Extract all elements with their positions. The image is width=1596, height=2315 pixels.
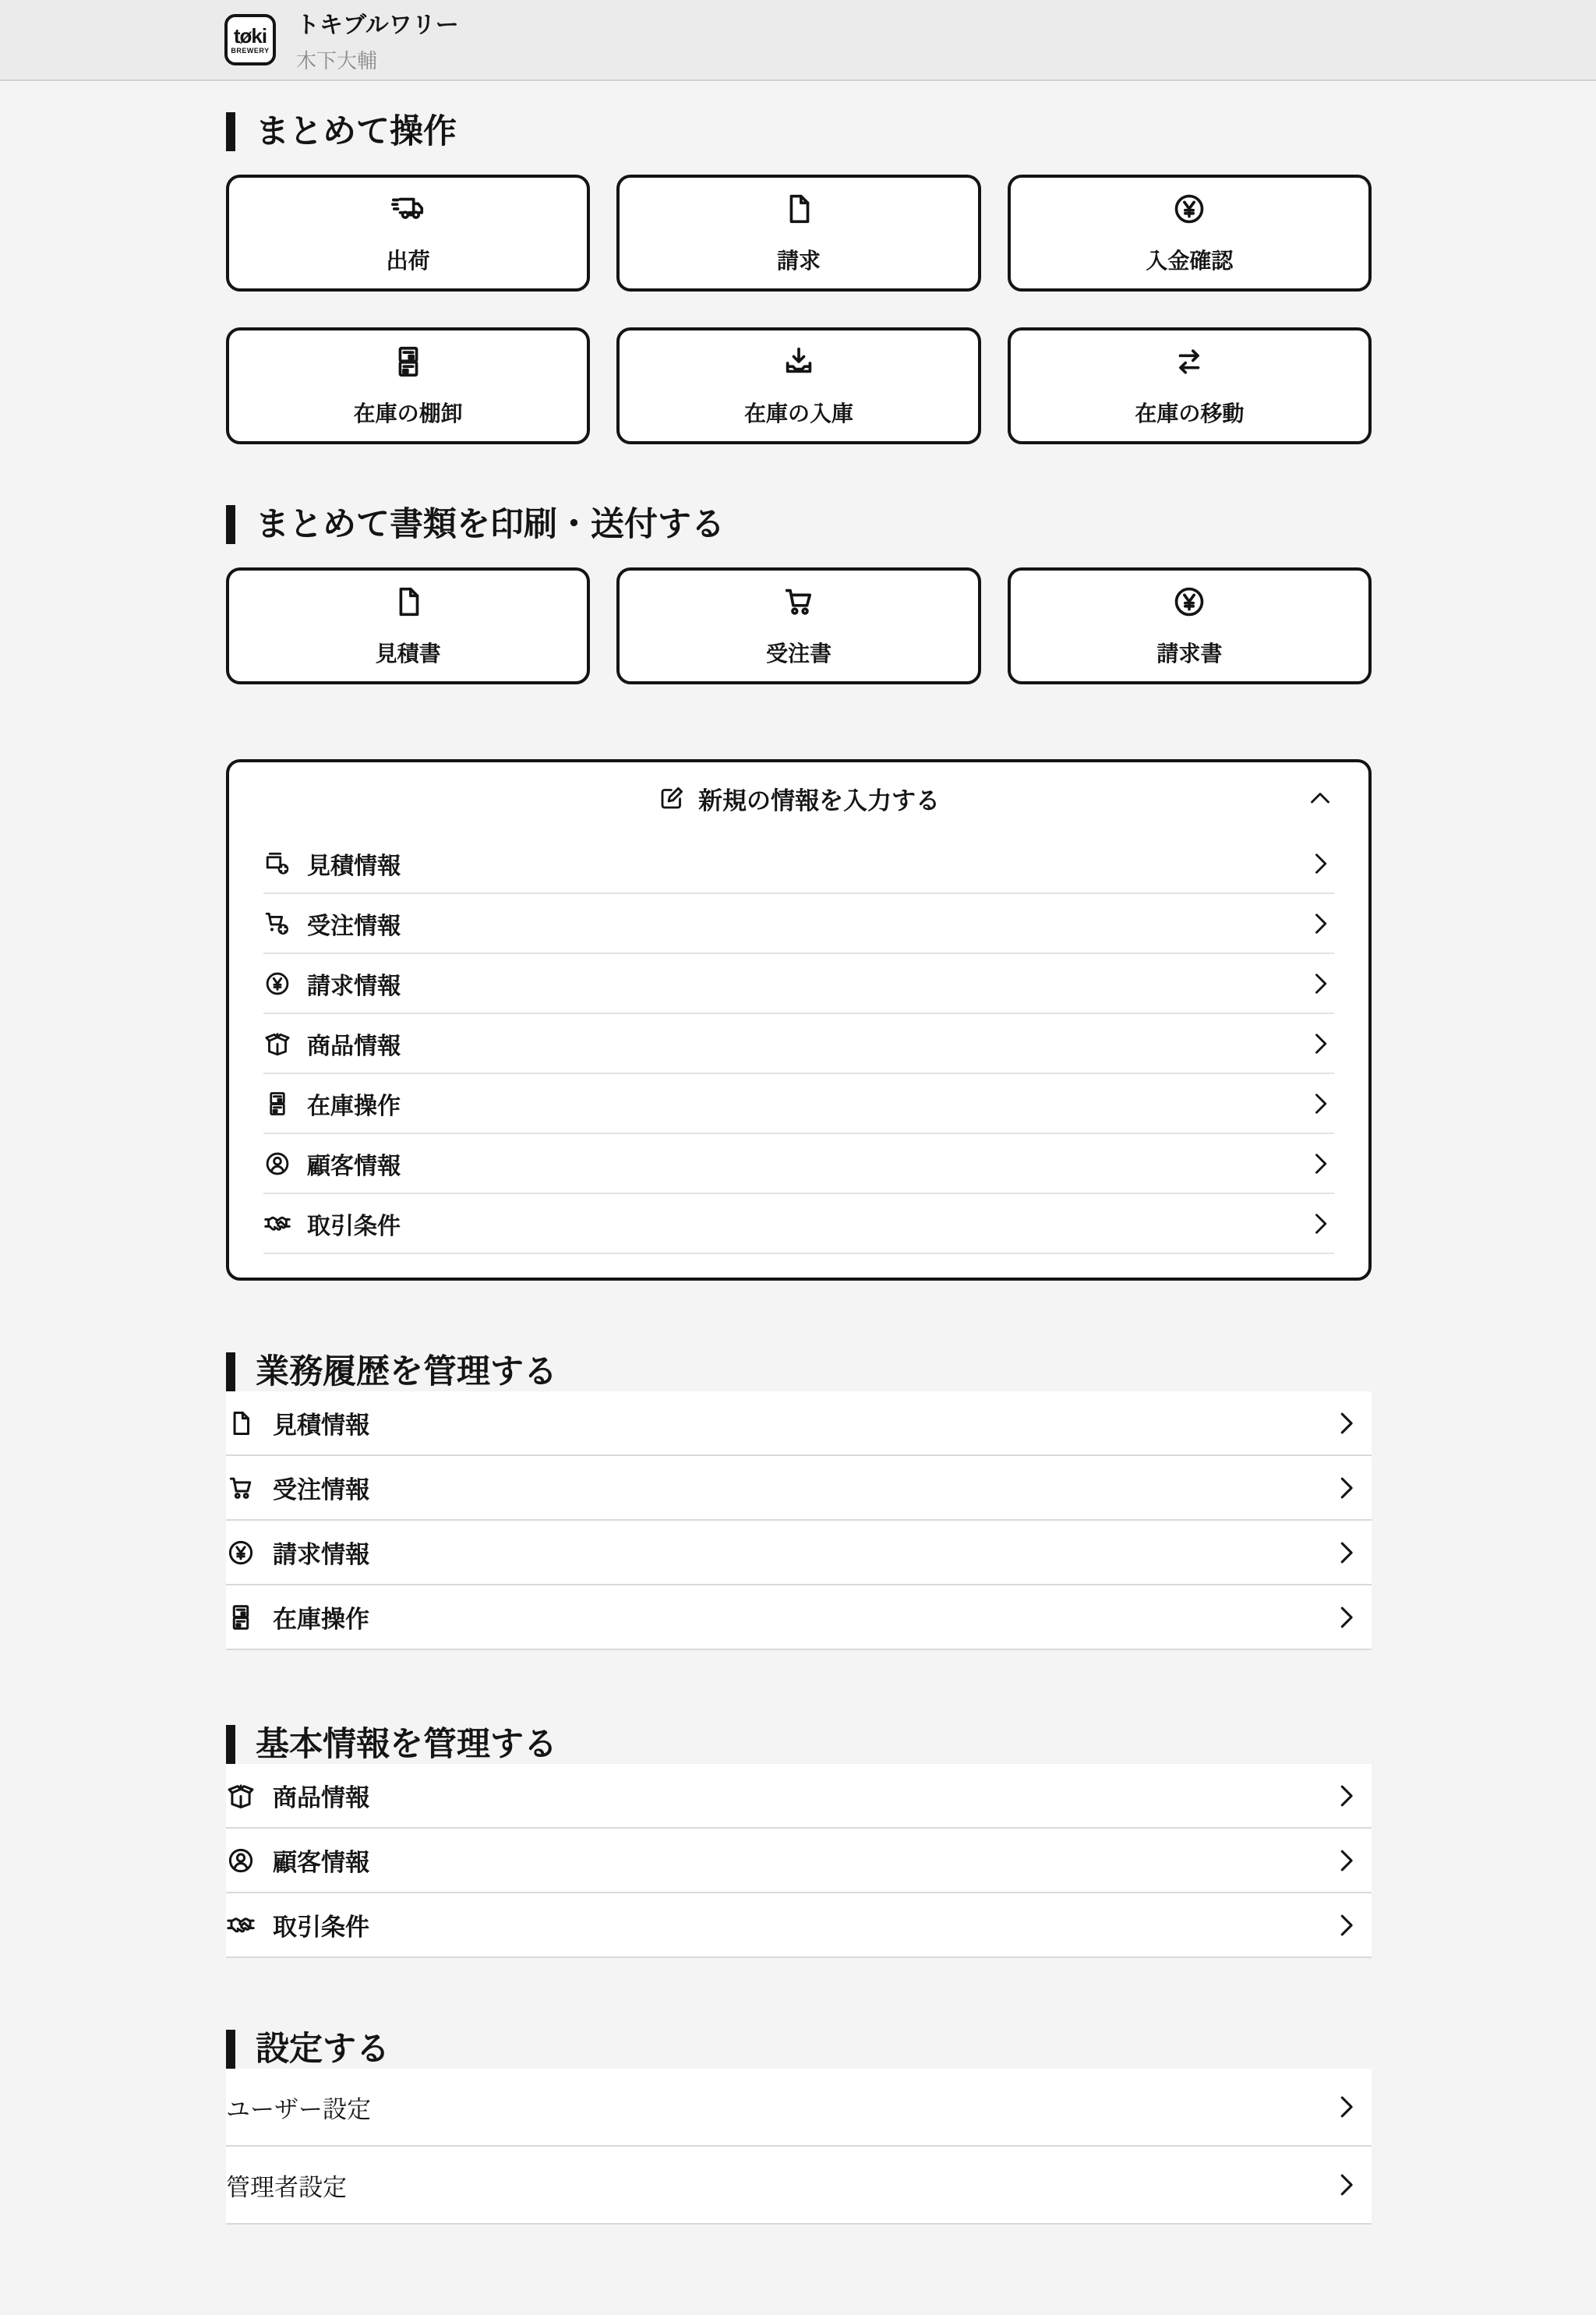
section-heading-master: 基本情報を管理する — [226, 1725, 1372, 1764]
company-title: トキブルワリー — [296, 12, 459, 38]
master-item-terms[interactable] — [226, 1893, 1372, 1958]
master-item-product[interactable] — [226, 1764, 1372, 1829]
brand-logo — [224, 14, 276, 65]
batch-op-payment-check-button[interactable] — [1008, 175, 1372, 292]
chevron-right-icon — [1331, 1781, 1361, 1811]
chevron-right-icon — [1331, 1603, 1361, 1632]
new-entry-item-terms[interactable] — [263, 1194, 1334, 1254]
chevron-right-icon — [1331, 1846, 1361, 1875]
batch-op-stock-move-button[interactable] — [1008, 327, 1372, 444]
person-circle-icon — [226, 1846, 256, 1875]
section-heading-settings: 設定する — [226, 2030, 1372, 2069]
list-item-label: 見積情報 — [273, 1412, 369, 1439]
stock-shelf-icon — [226, 1603, 256, 1632]
batch-op-billing-button[interactable] — [616, 175, 980, 292]
batch-print-grid — [226, 567, 1372, 684]
settings-list — [226, 2069, 1372, 2225]
chevron-right-icon — [1331, 1538, 1361, 1567]
new-entry-item-customer[interactable] — [263, 1134, 1334, 1194]
print-quote-doc-button[interactable] — [226, 567, 590, 684]
list-item-label: 顧客情報 — [273, 1849, 369, 1876]
history-item-order[interactable] — [226, 1456, 1372, 1521]
chevron-right-icon — [1331, 2092, 1361, 2122]
swap-arrows-icon — [1171, 344, 1207, 380]
print-invoice-doc-button[interactable] — [1008, 567, 1372, 684]
brand-logo-text: tøki — [233, 23, 267, 48]
cart-plus-icon — [263, 910, 291, 938]
list-item-label: 管理者設定 — [226, 2173, 347, 2201]
user-name: 木下大輔 — [296, 49, 378, 72]
button-label: 請求書 — [1156, 641, 1223, 666]
list-item-label: 在庫操作 — [307, 1093, 401, 1119]
yen-circle-icon — [226, 1538, 256, 1567]
new-entry-panel-title: 新規の情報を入力する — [698, 786, 940, 815]
new-entry-item-product[interactable] — [263, 1014, 1334, 1074]
list-item-label: 在庫操作 — [273, 1606, 369, 1633]
print-order-doc-button[interactable] — [616, 567, 980, 684]
package-icon — [226, 1781, 256, 1811]
master-item-customer[interactable] — [226, 1829, 1372, 1893]
new-entry-item-stock[interactable] — [263, 1074, 1334, 1134]
new-entry-panel-header[interactable] — [263, 762, 1334, 834]
cart-icon — [781, 584, 817, 620]
batch-op-shipping-button[interactable] — [226, 175, 590, 292]
chevron-right-icon — [1331, 1408, 1361, 1438]
settings-item-admin[interactable] — [226, 2147, 1372, 2225]
button-label: 在庫の入庫 — [743, 401, 853, 426]
document-plus-icon — [263, 850, 291, 878]
list-item-label: 見積情報 — [307, 853, 401, 879]
chevron-up-icon[interactable] — [1306, 784, 1334, 812]
list-item-label: 受注情報 — [307, 913, 401, 939]
button-label: 在庫の棚卸 — [353, 401, 463, 426]
person-circle-icon — [263, 1150, 291, 1178]
document-icon — [226, 1408, 256, 1438]
handshake-icon — [226, 1910, 256, 1940]
yen-circle-icon — [1171, 584, 1207, 620]
history-item-quote[interactable] — [226, 1391, 1372, 1456]
new-entry-item-order[interactable] — [263, 894, 1334, 954]
chevron-right-icon — [1306, 1030, 1334, 1058]
chevron-right-icon — [1306, 970, 1334, 998]
new-entry-item-quote[interactable] — [263, 834, 1334, 894]
batch-op-stocktake-button[interactable] — [226, 327, 590, 444]
section-heading-batch-print: まとめて書類を印刷・送付する — [226, 505, 1372, 544]
master-list — [226, 1764, 1372, 1958]
chevron-right-icon — [1306, 850, 1334, 878]
brand-logo-subtext: BREWERY — [231, 46, 270, 55]
button-label: 受注書 — [765, 641, 832, 666]
list-item-label: 請求情報 — [273, 1541, 369, 1568]
section-heading-batch-ops: まとめて操作 — [226, 112, 1372, 151]
chevron-right-icon — [1331, 1473, 1361, 1503]
edit-icon — [658, 784, 686, 812]
chevron-right-icon — [1306, 910, 1334, 938]
button-label: 入金確認 — [1146, 249, 1234, 273]
batch-ops-grid — [226, 175, 1372, 444]
document-icon — [390, 584, 426, 620]
document-icon — [781, 191, 817, 227]
batch-op-stock-in-button[interactable] — [616, 327, 980, 444]
button-label: 出荷 — [386, 249, 430, 273]
settings-item-user[interactable] — [226, 2069, 1372, 2147]
chevron-right-icon — [1306, 1150, 1334, 1178]
stock-shelf-icon — [263, 1090, 291, 1118]
new-entry-panel — [226, 759, 1372, 1281]
new-entry-item-invoice[interactable] — [263, 954, 1334, 1014]
tray-in-icon — [781, 344, 817, 380]
list-item-label: 商品情報 — [273, 1784, 369, 1811]
list-item-label: 請求情報 — [307, 973, 401, 999]
handshake-icon — [263, 1210, 291, 1238]
section-heading-history: 業務履歴を管理する — [226, 1352, 1372, 1391]
chevron-right-icon — [1306, 1210, 1334, 1238]
app-header — [0, 0, 1596, 81]
chevron-right-icon — [1306, 1090, 1334, 1118]
list-item-label: 取引条件 — [273, 1914, 369, 1941]
history-item-stock[interactable] — [226, 1585, 1372, 1650]
package-icon — [263, 1030, 291, 1058]
list-item-label: ユーザー設定 — [226, 2095, 371, 2123]
list-item-label: 受注情報 — [273, 1476, 369, 1504]
yen-circle-icon — [263, 970, 291, 998]
stock-shelf-icon — [390, 344, 426, 380]
history-list — [226, 1391, 1372, 1650]
truck-icon — [390, 191, 426, 227]
chevron-right-icon — [1331, 1910, 1361, 1940]
button-label: 請求 — [776, 249, 821, 273]
button-label: 在庫の移動 — [1135, 401, 1245, 426]
yen-circle-icon — [1171, 191, 1207, 227]
chevron-right-icon — [1331, 2170, 1361, 2200]
cart-icon — [226, 1473, 256, 1503]
button-label: 見積書 — [375, 641, 441, 666]
history-item-invoice[interactable] — [226, 1521, 1372, 1585]
list-item-label: 取引条件 — [307, 1213, 401, 1239]
list-item-label: 商品情報 — [307, 1033, 401, 1059]
list-item-label: 顧客情報 — [307, 1153, 401, 1179]
